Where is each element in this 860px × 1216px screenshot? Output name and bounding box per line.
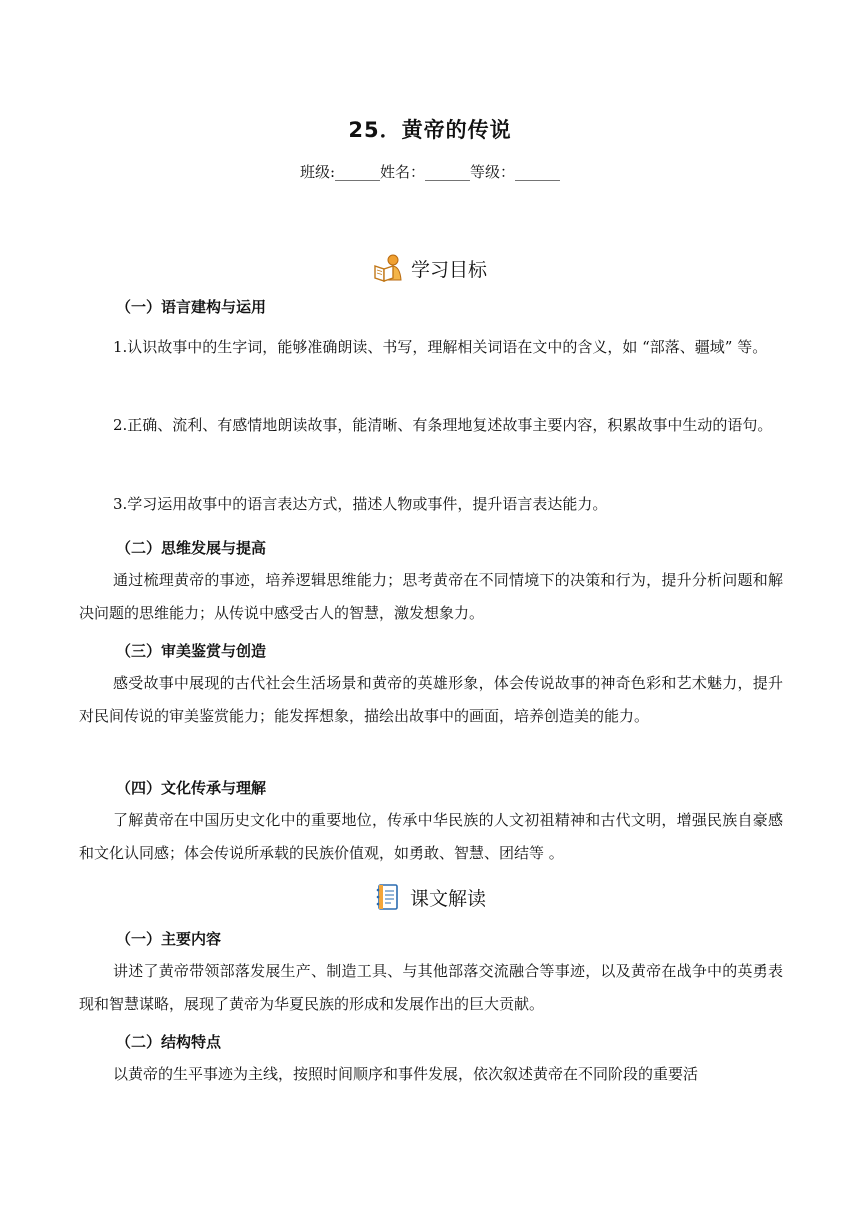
- subheading-main-content: （一）主要内容: [116, 930, 222, 948]
- paragraph-aesthetic: 感受故事中展现的古代社会生活场景和黄帝的英雄形象，体会传说故事的神奇色彩和艺术魅力，提升对民间传说的审美鉴赏能力；能发挥想象，描绘出故事中的画面，培养创造美的能力。: [79, 674, 783, 725]
- section-heading-goals-text: 学习目标: [410, 258, 487, 281]
- notebook-icon: [374, 883, 402, 911]
- student-info-line: 班级:______姓名：______等级：______: [299, 163, 561, 181]
- goal-item-2: 2.正确、流利、有感情地朗读故事，能清晰、有条理地复述故事主要内容，积累故事中生动的语句。: [113, 416, 773, 434]
- goal-item-3: 3.学习运用故事中的语言表达方式，描述人物或事件，提升语言表达能力。: [113, 495, 608, 513]
- section-heading-reading: [0, 883, 860, 911]
- section-heading-goals: [0, 254, 860, 282]
- subheading-thinking: （二）思维发展与提高: [116, 539, 267, 557]
- goal-item-1: 1.认识故事中的生字词，能够准确朗读、书写，理解相关词语在文中的含义，如 “部落、疆域” 等。: [113, 338, 768, 356]
- subheading-aesthetic: （三）审美鉴赏与创造: [116, 642, 267, 660]
- page-title: 25．黄帝的传说: [348, 118, 512, 142]
- subheading-language: （一）语言建构与运用: [116, 298, 267, 316]
- subheading-culture: （四）文化传承与理解: [116, 779, 267, 797]
- paragraph-culture: 了解黄帝在中国历史文化中的重要地位，传承中华民族的人文初祖精神和古代文明，增强民族自豪感和文化认同感；体会传说所承载的民族价值观，如勇敢、智慧、团结等 。: [79, 811, 783, 862]
- paragraph-thinking: 通过梳理黄帝的事迹，培养逻辑思维能力；思考黄帝在不同情境下的决策和行为，提升分析问题和解决问题的思维能力；从传说中感受古人的智慧，激发想象力。: [79, 571, 783, 622]
- paragraph-structure: 以黄帝的生平事迹为主线，按照时间顺序和事件发展，依次叙述黄帝在不同阶段的重要活: [113, 1065, 699, 1083]
- subheading-structure: （二）结构特点: [116, 1033, 222, 1051]
- reading-person-icon: [373, 254, 403, 282]
- section-heading-reading-text: 课文解读: [409, 887, 486, 910]
- paragraph-main-content: 讲述了黄帝带领部落发展生产、制造工具、与其他部落交流融合等事迹，以及黄帝在战争中的英勇表现和智慧谋略，展现了黄帝为华夏民族的形成和发展作出的巨大贡献。: [79, 962, 783, 1013]
